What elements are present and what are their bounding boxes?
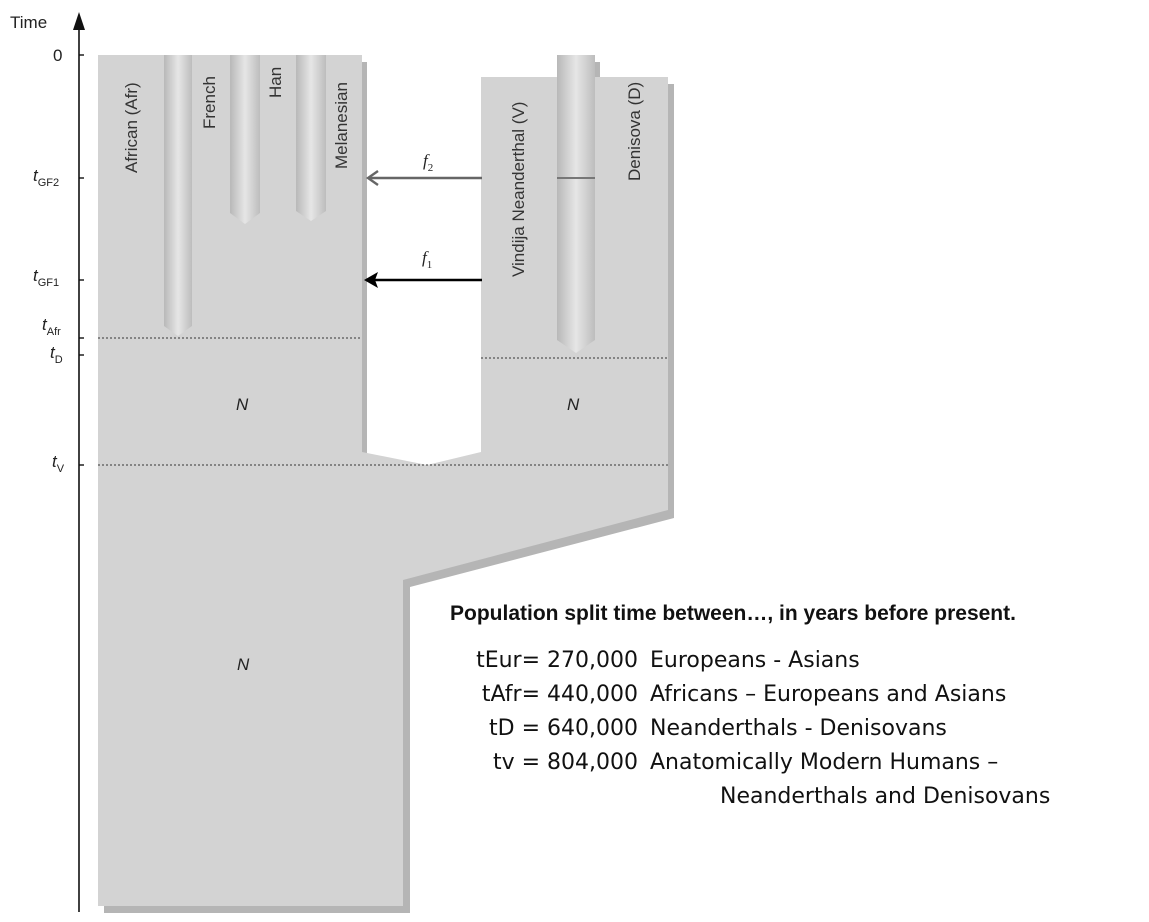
tafr-sub: Afr [46,326,61,338]
legend-row-tv-continued [438,780,1143,814]
tgf1-main: t [33,266,38,285]
legend-desc: Africans – Europeans and Asians [650,682,1007,707]
population-label-vindija: Vindija Neanderthal (V) [509,101,528,277]
tgf1-sub: GF1 [37,277,60,289]
f1-main-text: f [422,248,427,267]
tgf2-main: t [33,166,38,185]
ancestral-n-label-human: N [236,395,249,414]
legend-row-tv [438,746,1143,780]
population-label-african: African (Afr) [122,82,141,173]
population-label-french: French [200,76,219,129]
ancestral-n-label-archaic: N [567,395,580,414]
legend-row-tafr [438,678,1143,712]
denisova-lineage-groove [557,55,595,353]
split-time-legend [438,602,1143,814]
population-label-denisova: Denisova (D) [625,81,644,181]
tick-label-tafr [42,315,61,338]
legend-desc: Anatomically Modern Humans – [650,750,999,775]
tgf2-sub: GF2 [37,177,60,189]
tick-label-tgf1 [33,266,59,289]
time-axis-arrowhead [73,12,85,30]
tick-label-tgf2 [33,166,59,189]
ancestral-n-label-root: N [237,655,250,674]
legend-key: tAfr= 440,000 [481,682,638,707]
tick-label-td [50,343,63,366]
td-sub: D [54,354,63,366]
gene-flow-label-f1 [422,248,432,271]
african-lineage-groove [164,55,192,336]
legend-row-td [438,712,1143,746]
td-main: t [50,343,55,362]
french-lineage-groove [230,55,260,224]
time-axis-title: Time [10,13,48,32]
legend-desc: Neanderthals - Denisovans [650,716,947,741]
f1-sub-text: 1 [426,259,433,271]
population-label-melanesian: Melanesian [332,82,351,169]
legend-key: tEur= 270,000 [476,648,638,673]
legend-key: tD = 640,000 [489,716,638,741]
tafr-main: t [42,315,47,334]
legend-desc: Neanderthals and Denisovans [720,784,1051,809]
tick-label-tv [52,452,65,475]
tv-sub: V [56,463,65,475]
tick-label-zero: 0 [53,46,63,65]
legend-desc: Europeans - Asians [650,648,860,673]
han-lineage-groove [296,55,326,221]
f2-sub-text: 2 [427,162,434,174]
gene-flow-label-f2 [423,151,433,174]
tv-main: t [52,452,57,471]
f2-main-text: f [423,151,428,170]
legend-title: Population split time between…, in years before present. [450,602,1016,625]
legend-row-teur [438,644,1143,678]
population-label-han: Han [266,66,285,98]
legend-key: tv = 804,000 [492,750,638,775]
